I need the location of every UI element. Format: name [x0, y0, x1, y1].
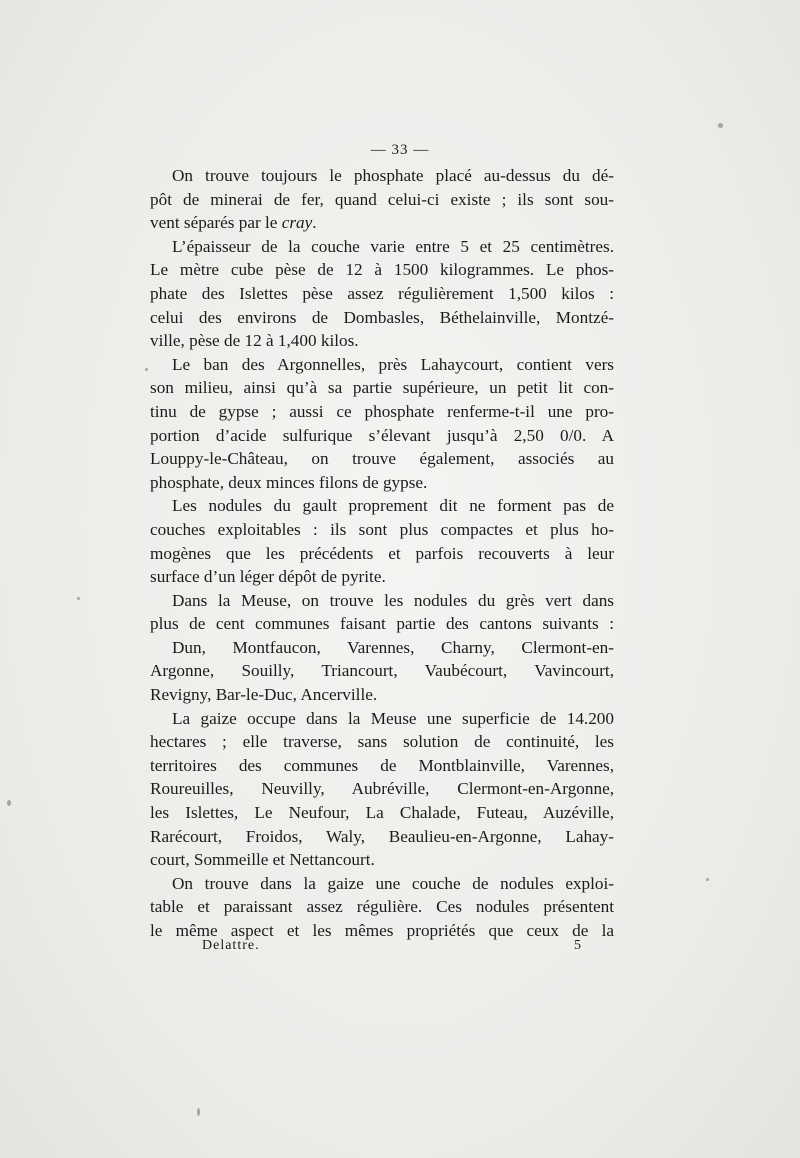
- text-line: le même aspect et les mêmes propriétés que ceux de la: [150, 921, 614, 940]
- text-line: plus de cent communes faisant partie des cantons suivants :: [150, 614, 614, 634]
- scan-speck: [145, 368, 148, 371]
- text-line: [150, 211, 614, 235]
- text-line: table et paraissant assez régulière. Ces nodules présentent: [150, 897, 614, 917]
- text-line: Dans la Meuse, on trouve les nodules du grès vert dans: [172, 590, 614, 610]
- author-signature: Delattre.: [202, 938, 260, 953]
- printer-signature-mark: 5: [574, 938, 582, 953]
- text-line: La gaize occupe dans la Meuse une superficie de 14.200: [172, 708, 614, 728]
- scan-speck: [77, 597, 80, 600]
- text-line: ville, pèse de 12 à 1,400 kilos.: [150, 331, 359, 351]
- text-line: Roureuilles, Neuvilly, Aubréville, Clermont-en-Argonne,: [150, 779, 614, 799]
- text-line: On trouve dans la gaize une couche de nodules exploi-: [172, 873, 614, 893]
- text-line: Revigny, Bar-le-Duc, Ancerville.: [150, 685, 378, 705]
- text-line: Le ban des Argonnelles, près Lahaycourt, contient vers: [172, 354, 614, 374]
- scan-speck: [718, 123, 723, 128]
- text-line: hectares ; elle traverse, sans solution de continuité, les: [150, 732, 614, 752]
- text-line: tinu de gypse ; aussi ce phosphate renferme-t-il une pro-: [150, 401, 614, 421]
- text-line: Rarécourt, Froidos, Waly, Beaulieu-en-Argonne, Lahay-: [150, 826, 614, 846]
- text-line: son milieu, ainsi qu’à sa partie supérieure, un petit lit con-: [150, 378, 614, 398]
- text-line: L’épaisseur de la couche varie entre 5 et 25 centimètres.: [172, 236, 614, 256]
- text-line: phosphate, deux minces filons de gypse.: [150, 472, 428, 492]
- text-line: phate des Islettes pèse assez régulièrement 1,500 kilos :: [150, 283, 614, 303]
- body-text: [150, 164, 614, 943]
- text-line: Louppy-le-Château, on trouve également, associés au: [150, 449, 614, 469]
- text-line: court, Sommeille et Nettancourt.: [150, 850, 375, 870]
- text-line: Le mètre cube pèse de 12 à 1500 kilogrammes. Le phos-: [150, 260, 614, 280]
- text-line: pôt de minerai de fer, quand celui-ci existe ; ils sont sou-: [150, 189, 614, 209]
- text-line: mogènes que les précédents et parfois recouverts à leur: [150, 543, 614, 563]
- text-line: Les nodules du gault proprement dit ne forment pas de: [172, 496, 614, 516]
- text-line: On trouve toujours le phosphate placé au-dessus du dé-: [172, 166, 614, 185]
- text-line: portion d’acide sulfurique s’élevant jusqu’à 2,50 0/0. A: [150, 425, 614, 445]
- italic-term: cray: [281, 213, 313, 233]
- text-line: territoires des communes de Montblainville, Varennes,: [150, 755, 614, 775]
- text-line: les Islettes, Le Neufour, La Chalade, Futeau, Auzéville,: [150, 803, 614, 823]
- scan-speck: [706, 878, 709, 881]
- scan-speck: [197, 1108, 200, 1116]
- text-segment: vent séparés par le: [150, 213, 282, 233]
- text-line: couches exploitables : ils sont plus compactes et plus ho-: [150, 519, 614, 539]
- text-line: Dun, Montfaucon, Varennes, Charny, Clermont-en-: [172, 637, 614, 657]
- text-line: surface d’un léger dépôt de pyrite.: [150, 567, 386, 587]
- text-line: celui des environs de Dombasles, Béthelainville, Montzé-: [150, 307, 614, 327]
- text-line: Argonne, Souilly, Triancourt, Vaubécourt, Vavincourt,: [150, 661, 614, 681]
- scan-speck: [7, 800, 11, 806]
- page-number: — 33 —: [370, 142, 430, 158]
- text-segment: .: [312, 213, 317, 233]
